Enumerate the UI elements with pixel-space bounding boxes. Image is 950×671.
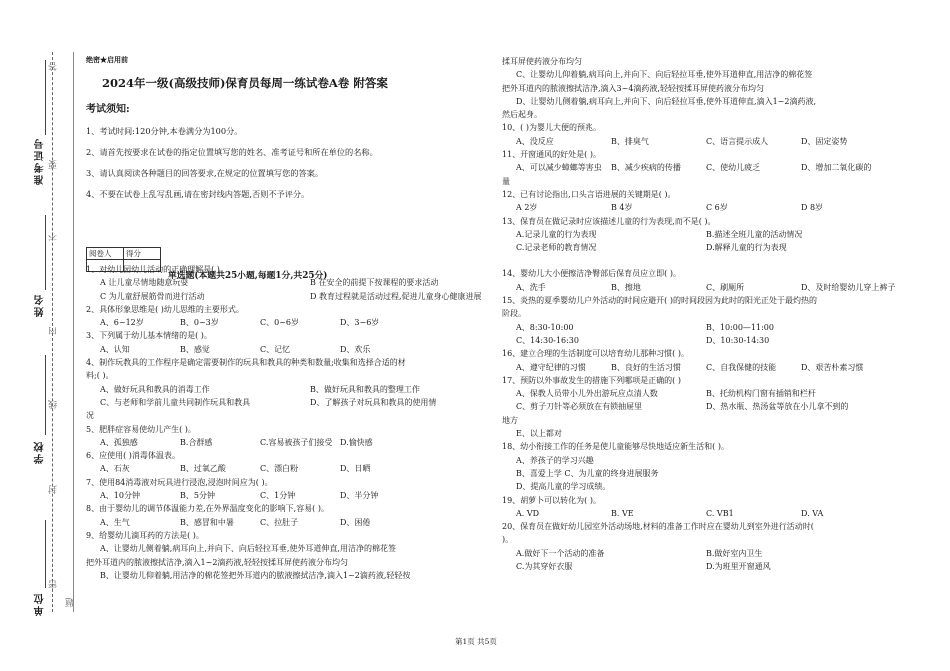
school-label: 学校 bbox=[35, 440, 46, 464]
name-label: 姓名 bbox=[35, 293, 46, 317]
option-row bbox=[502, 321, 896, 334]
answer-option[interactable]: C、使幼儿疲乏 bbox=[706, 163, 761, 173]
unit-label: 单位 bbox=[35, 592, 46, 616]
question-text: 18、幼小衔接工作的任务是使儿童能够尽快地适应新生活和( )。 bbox=[502, 442, 729, 452]
answer-option[interactable]: C、1分钟 bbox=[260, 491, 296, 501]
question-text: 况 bbox=[86, 411, 94, 421]
question-text: 3、下列属于幼儿基本情绪的是( )。 bbox=[86, 331, 212, 341]
option-row bbox=[86, 396, 520, 409]
option-row bbox=[502, 547, 896, 560]
unit-field-line bbox=[45, 520, 46, 588]
option-row bbox=[86, 436, 520, 449]
answer-option[interactable]: B、感冒和中暑 bbox=[180, 517, 234, 527]
question-list-right bbox=[502, 55, 896, 573]
question-text: 把外耳道内的脓液擦拭洁净,滴入1~2滴药液,轻轻按揉耳屏使药液分布均匀 bbox=[86, 557, 348, 567]
question-text: 4、制作玩教具的工作程序是确定需要制作的玩具和教具的种类和数量;收集和选择合适的材 bbox=[86, 358, 406, 368]
answer-option[interactable]: B、减少疾病的传播 bbox=[611, 163, 681, 173]
notice-item: 2、请首先按要求在试卷的指定位置填写您的姓名、准考证号和所在单位的名称。 bbox=[86, 147, 378, 157]
question-text: 把外耳道内的脓液擦拭洁净,滴入3~4滴药液,轻轻按揉耳屏使药液分布均匀 bbox=[502, 83, 764, 93]
answer-option[interactable]: A.记录儿童的行为表现 bbox=[516, 229, 597, 239]
seal-char: 答 bbox=[49, 62, 59, 71]
school-field-line bbox=[45, 355, 46, 435]
question-list-left bbox=[86, 263, 520, 582]
answer-option[interactable]: C 6岁 bbox=[706, 203, 728, 213]
notice-item: 4、不要在试卷上乱写乱画,请在密封线内答题,否则不予评分。 bbox=[86, 189, 310, 199]
answer-option[interactable]: B、感觉 bbox=[180, 344, 210, 354]
seal-char: 密 bbox=[49, 580, 59, 589]
question-text: 5、肥胖症容易使幼儿产生( )。 bbox=[86, 424, 196, 434]
answer-option[interactable]: B、5分钟 bbox=[180, 491, 215, 501]
question-text: A、让婴幼儿侧着躺,病耳向上,并向下、向后轻拉耳垂,使外耳道伸直,用洁净的棉花签 bbox=[100, 544, 396, 554]
answer-option[interactable]: D. VA bbox=[801, 508, 824, 518]
question-text: 料;( )。 bbox=[86, 371, 114, 381]
answer-option[interactable]: C、自我保健的技能 bbox=[706, 362, 777, 372]
question-text: E、以上都对 bbox=[516, 429, 562, 439]
answer-option[interactable]: D、日晒 bbox=[340, 464, 371, 474]
question-text: 13、保育员在做记录时应该描述儿童的行为表现,而不是( )。 bbox=[502, 216, 716, 226]
margin-divider-line bbox=[73, 52, 74, 612]
question-text: D、让婴幼儿侧着躺,病耳向上,并向下、向后轻拉耳垂,使外耳道伸直,滴入1~2滴药液, bbox=[516, 96, 817, 106]
answer-option[interactable]: C、漂白粉 bbox=[260, 464, 299, 474]
question-text: 11、开窗通风的好处是( )。 bbox=[502, 150, 601, 160]
seal-char: 线 bbox=[49, 400, 59, 409]
answer-option[interactable]: D、欢乐 bbox=[340, 344, 371, 354]
option-row bbox=[86, 276, 520, 289]
seal-char: 要 bbox=[49, 160, 59, 169]
option-row bbox=[502, 228, 896, 241]
answer-option[interactable]: C、14:30-16:30 bbox=[516, 335, 579, 345]
answer-option[interactable]: A、6~12岁 bbox=[100, 318, 144, 328]
question-text: 16、建立合理的生活制度可以培育幼儿那种习惯( )。 bbox=[502, 349, 689, 359]
question-text: 6、应使用( )消毒体温表。 bbox=[86, 451, 180, 461]
exam-id-label: 准考证号 bbox=[35, 137, 46, 185]
answer-option[interactable]: D、半分钟 bbox=[340, 491, 379, 501]
question-text: 地方 bbox=[502, 415, 518, 425]
notice-title: 考试须知: bbox=[86, 104, 130, 115]
question-text: 20、保育员在做好幼儿园室外活动场地,材料的准备工作时应在婴幼儿到室外进行活动时( bbox=[502, 522, 814, 532]
answer-option[interactable]: B.合群感 bbox=[180, 437, 213, 447]
answer-option[interactable]: B、10:00—11:00 bbox=[706, 322, 774, 332]
answer-option[interactable]: A、认知 bbox=[100, 344, 130, 354]
question-text: )。 bbox=[502, 535, 514, 545]
answer-option[interactable]: C.记录老师的教育情况 bbox=[516, 243, 597, 253]
answer-option[interactable]: C、语言提示成人 bbox=[706, 136, 769, 146]
question-text: C、让婴幼儿仰着躺,病耳向上,并向下、向后轻拉耳垂,使外耳道伸直,用洁净的棉花签 bbox=[516, 70, 813, 80]
answer-option[interactable]: B、过氧乙酸 bbox=[180, 464, 226, 474]
answer-option[interactable]: C、剪子刀针等必须放在有锁抽屉里 bbox=[516, 402, 643, 412]
question-text: 19、胡萝卜可以转化为( )。 bbox=[502, 495, 601, 505]
score-cell: 得分 bbox=[124, 248, 161, 260]
answer-option[interactable]: B.描述全班儿童的活动情况 bbox=[706, 229, 803, 239]
grader-cell: 阅卷人 bbox=[87, 248, 124, 260]
option-row bbox=[502, 507, 896, 520]
answer-option[interactable]: B、托幼机构门窗有插销和栏杆 bbox=[706, 389, 816, 399]
seal-char: 封 bbox=[49, 485, 59, 494]
answer-option[interactable]: D、了解孩子对玩具和教具的使用情 bbox=[310, 397, 437, 407]
seal-char: 题 bbox=[66, 598, 76, 607]
answer-option[interactable]: C 为儿童舒展筋骨而进行活动 bbox=[100, 291, 205, 301]
question-text: 8、由于婴幼儿的调节体温能力差,在外界温度变化的影响下,容易( )。 bbox=[86, 504, 329, 514]
answer-option[interactable]: A. VD bbox=[516, 508, 540, 518]
option-row bbox=[502, 400, 896, 413]
answer-option[interactable]: A 2岁 bbox=[516, 203, 538, 213]
answer-option[interactable]: C. VB1 bbox=[706, 508, 734, 518]
answer-option[interactable]: A、没反应 bbox=[516, 136, 554, 146]
question-text: 17、预防以外事故发生的措施下列哪项是正确的( ) bbox=[502, 375, 681, 385]
answer-option[interactable]: A、生气 bbox=[100, 517, 130, 527]
question-text: 2、具体形象思维是( )幼儿思维的主要形式。 bbox=[86, 304, 244, 314]
question-text: 7、使用84消毒液对玩具进行浸泡,浸泡时间应为( )。 bbox=[86, 477, 273, 487]
option-row bbox=[502, 387, 896, 400]
option-row bbox=[502, 241, 896, 254]
question-text: 14、婴幼儿大小便擦洁净臀部后保育员应立即( )。 bbox=[502, 269, 681, 279]
answer-option[interactable]: B、0~3岁 bbox=[180, 318, 219, 328]
answer-option[interactable]: C、拉肚子 bbox=[260, 517, 299, 527]
answer-option[interactable]: C.容易被孩子们接受 bbox=[260, 437, 333, 447]
answer-option[interactable]: A 让儿童尽情地随意玩耍 bbox=[100, 278, 189, 288]
option-row bbox=[86, 489, 520, 502]
question-text: 12、已有讨论指出,口头言语进展的关键期是( )。 bbox=[502, 189, 676, 199]
notice-list bbox=[86, 121, 378, 205]
answer-option[interactable]: D.为班里开窗通风 bbox=[706, 561, 771, 571]
answer-option[interactable]: B 在安全的前提下按课程的要求活动 bbox=[310, 278, 439, 288]
exam-id-field-line bbox=[45, 60, 46, 135]
answer-option[interactable]: A、8:30-10:00 bbox=[516, 322, 574, 332]
question-text: 量 bbox=[502, 176, 510, 186]
answer-option[interactable]: A、洗手 bbox=[516, 282, 546, 292]
answer-option[interactable]: D 教育过程就是活动过程,促进儿童身心健康进展 bbox=[310, 291, 482, 301]
seal-char: 内 bbox=[49, 327, 59, 336]
answer-option[interactable]: C、0~6岁 bbox=[260, 318, 300, 328]
question-text: 揉耳屏使药液分布均匀 bbox=[502, 57, 582, 66]
answer-option[interactable]: B、做好玩具和教具的整理工作 bbox=[310, 384, 420, 394]
answer-option[interactable]: C.为其穿好衣服 bbox=[516, 561, 573, 571]
option-row bbox=[86, 316, 520, 329]
option-row bbox=[502, 361, 896, 374]
page-footer: 第1页 共5页 bbox=[455, 637, 497, 646]
option-row bbox=[502, 281, 896, 294]
answer-option[interactable]: A.做好下一个活动的准备 bbox=[516, 548, 605, 558]
seal-char: 不 bbox=[49, 232, 59, 241]
answer-option[interactable]: A、可以减少蟑螂等害虫 bbox=[516, 163, 602, 173]
answer-option[interactable]: B.做好室内卫生 bbox=[706, 548, 763, 558]
name-field-line bbox=[45, 215, 46, 290]
option-row bbox=[502, 201, 896, 214]
answer-option[interactable]: D、固定姿势 bbox=[801, 136, 848, 146]
option-row bbox=[86, 383, 520, 396]
option-row bbox=[86, 516, 520, 529]
answer-option[interactable]: B、排臭气 bbox=[611, 136, 649, 146]
answer-option[interactable]: D、及时给婴幼儿穿上裤子 bbox=[801, 282, 896, 292]
answer-option[interactable]: A、做好玩具和教具的消毒工作 bbox=[100, 384, 210, 394]
answer-option[interactable]: D、3~6岁 bbox=[340, 318, 380, 328]
notice-item: 3、请认真阅读各种题目的回答要求,在规定的位置填写您的答案。 bbox=[86, 168, 324, 178]
option-row bbox=[502, 334, 896, 347]
option-row bbox=[86, 462, 520, 475]
answer-option[interactable]: C、记忆 bbox=[260, 344, 291, 354]
answer-option[interactable]: A、遵守纪律的习惯 bbox=[516, 362, 586, 372]
answer-option[interactable]: D、热水瓶、热汤盆等放在小儿拿不到的 bbox=[706, 402, 849, 412]
question-text: D、提高儿童的学习成绩。 bbox=[516, 482, 611, 492]
question-text: 1、对幼儿园幼儿活动的正确理解是( )。 bbox=[86, 265, 228, 274]
answer-option[interactable]: B. VE bbox=[611, 508, 634, 518]
question-text: B、让婴幼儿仰着躺,用洁净的棉花签把外耳道内的脓液擦拭洁净,滴入1~2滴药液,轻轻按 bbox=[100, 570, 411, 580]
answer-option[interactable]: B、良好的生活习惯 bbox=[611, 362, 681, 372]
answer-option[interactable]: D 8岁 bbox=[801, 203, 824, 213]
page-title: 2024年一级(高级技师)保育员每周一练试卷A卷 附答案 bbox=[102, 76, 388, 90]
option-row bbox=[502, 161, 896, 174]
answer-option[interactable]: A、10分钟 bbox=[100, 491, 140, 501]
answer-option[interactable]: B、擦地 bbox=[611, 282, 641, 292]
spacer bbox=[502, 254, 896, 267]
question-text: B、喜爱上学 C、为儿童的终身进展服务 bbox=[516, 468, 659, 478]
question-text: 然后起身。 bbox=[502, 110, 542, 120]
answer-option[interactable]: D.解释儿童的行为表现 bbox=[706, 243, 787, 253]
option-row bbox=[502, 135, 896, 148]
notice-item: 1、考试时间:120分钟,本卷满分为100分。 bbox=[86, 126, 243, 136]
answer-option[interactable]: D、困倦 bbox=[340, 517, 371, 527]
binding-margin bbox=[0, 0, 80, 671]
answer-option[interactable]: D、10:30-14:30 bbox=[706, 335, 770, 345]
section-title: 单选题(本题共25小题,每题1分,共25分) bbox=[168, 271, 328, 281]
answer-option[interactable]: C、刷厕所 bbox=[706, 282, 745, 292]
option-row bbox=[502, 560, 896, 573]
answer-option[interactable]: D.愉快感 bbox=[340, 437, 373, 447]
answer-option[interactable]: A、保教人员带小儿外出游玩应点清人数 bbox=[516, 389, 658, 399]
option-row bbox=[86, 290, 520, 303]
question-text: 10、( )为婴儿大便的预兆。 bbox=[502, 123, 601, 133]
question-text: 15、炎热的夏季婴幼儿户外活动的时间应避开( )的时间段因为此时的阳光正处于最灼热的 bbox=[502, 296, 817, 306]
answer-option[interactable]: A、孤独感 bbox=[100, 437, 138, 447]
question-text: A、养孩子的学习兴趣 bbox=[516, 455, 594, 465]
answer-option[interactable]: A、石灰 bbox=[100, 464, 130, 474]
secret-mark: 绝密★启用前 bbox=[86, 55, 128, 64]
answer-option[interactable]: B 4岁 bbox=[611, 203, 633, 213]
answer-option[interactable]: D、增加二氧化碳的 bbox=[801, 163, 872, 173]
question-text: 阶段。 bbox=[502, 309, 526, 319]
question-text: 9、给婴幼儿滴耳药的方法是( )。 bbox=[86, 530, 204, 540]
answer-option[interactable]: D、艰苦朴素习惯 bbox=[801, 362, 864, 372]
option-row bbox=[86, 343, 520, 356]
answer-option[interactable]: C、与老师和学前儿童共同制作玩具和教具 bbox=[100, 397, 251, 407]
